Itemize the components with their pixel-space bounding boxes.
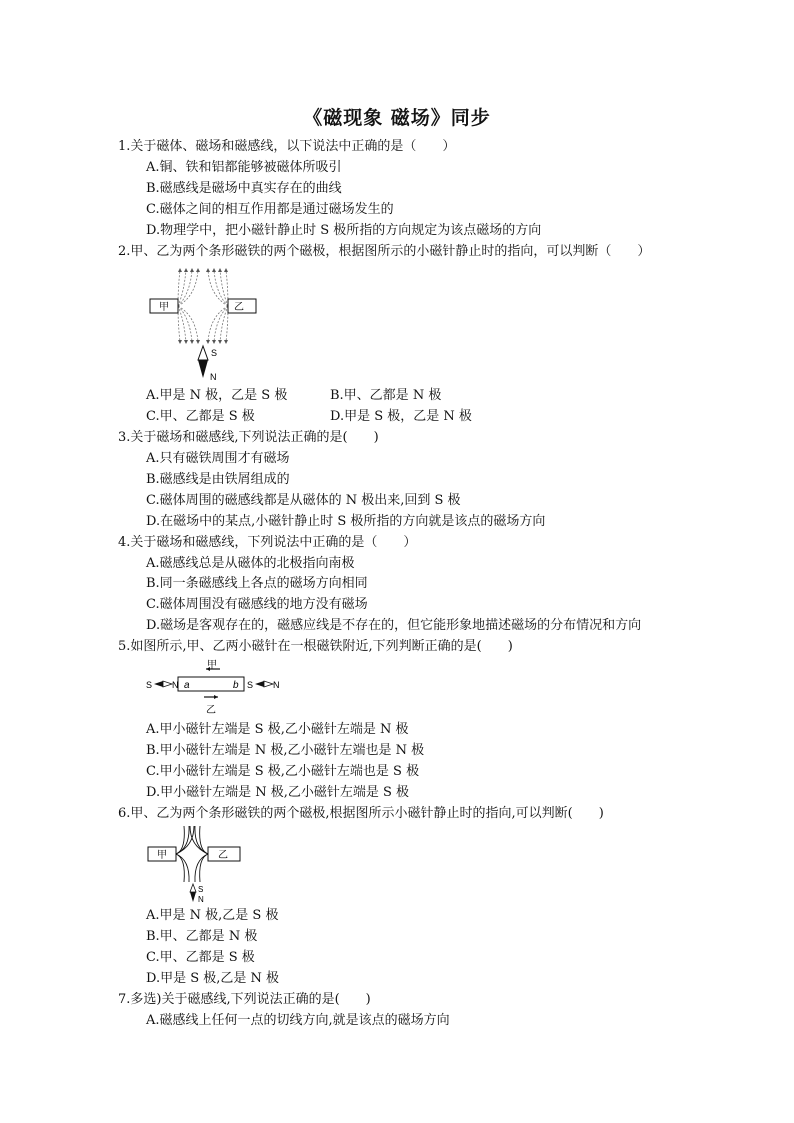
question-6-stem: 6.甲、乙为两个条形磁铁的两个磁极,根据图所示小磁针静止时的指向,可以判断( )	[118, 806, 604, 821]
compass-bottom-pole: N	[210, 372, 217, 382]
page-title: 《磁现象 磁场》同步	[303, 107, 491, 129]
question-3-option-c: C.磁体周围的磁感线都是从磁体的 N 极出来,回到 S 极	[146, 493, 461, 508]
question-4-stem: 4.关于磁场和磁感线，下列说法中正确的是（ ）	[118, 535, 417, 550]
question-3-option-d: D.在磁场中的某点,小磁针静止时 S 极所指的方向就是该点的磁场方向	[146, 514, 546, 529]
compass-top-pole: S	[211, 348, 218, 358]
question-4-option-d: D.磁场是客观存在的，磁感应线是不存在的，但它能形象地描述磁场的分布情况和方向	[146, 618, 642, 633]
question-3-option-a: A.只有磁铁周围才有磁场	[146, 451, 290, 466]
right-compass-n: N	[273, 680, 280, 690]
question-6-option-b: B.甲、乙都是 N 极	[146, 929, 258, 944]
question-5-stem: 5.如图所示,甲、乙两小磁针在一根磁铁附近,下列判断正确的是( )	[118, 639, 513, 654]
left-compass-n: N	[172, 680, 179, 690]
compass-yi-label: 乙	[206, 705, 216, 716]
right-magnet-label: 乙	[234, 302, 244, 313]
question-7-stem: 7.多选)关于磁感线,下列说法正确的是( )	[118, 992, 371, 1007]
question-3-option-b: B.磁感线是由铁屑组成的	[146, 472, 290, 487]
compass-jia-label: 甲	[207, 660, 217, 671]
question-6-option-a: A.甲是 N 极,乙是 S 极	[146, 908, 279, 923]
left-magnet-label: 甲	[159, 302, 169, 313]
question-2-option-b: B.甲、乙都是 N 极	[330, 388, 442, 403]
magnet-end-b: b	[233, 680, 239, 691]
question-5-figure	[146, 659, 286, 717]
magnet-end-a: a	[184, 680, 190, 691]
right-compass-s: S	[247, 680, 254, 690]
question-1-option-a: A.铜、铁和铝都能够被磁体所吸引	[146, 160, 342, 175]
question-1-option-b: B.磁感线是磁场中真实存在的曲线	[146, 181, 342, 196]
question-4-option-b: B.同一条磁感线上各点的磁场方向相同	[146, 576, 368, 591]
question-7-option-a: A.磁感线上任何一点的切线方向,就是该点的磁场方向	[146, 1013, 450, 1028]
right-magnet-label: 乙	[218, 850, 228, 861]
question-5-option-c: C.甲小磁针左端是 S 极,乙小磁针左端也是 S 极	[146, 764, 420, 779]
question-6-option-c: C.甲、乙都是 S 极	[146, 950, 255, 965]
question-4-option-c: C.磁体周围没有磁感线的地方没有磁场	[146, 597, 368, 612]
question-2-option-a: A.甲是 N 极，乙是 S 极	[146, 388, 288, 403]
left-compass-s: S	[146, 680, 153, 690]
question-5-option-a: A.甲小磁针左端是 S 极,乙小磁针左端是 N 极	[146, 722, 409, 737]
question-5-option-d: D.甲小磁针左端是 N 极,乙小磁针左端是 S 极	[146, 785, 410, 800]
question-3-stem: 3.关于磁场和磁感线,下列说法正确的是( )	[118, 430, 379, 445]
question-2-figure	[148, 266, 260, 382]
question-1-option-c: C.磁体之间的相互作用都是通过磁场发生的	[146, 202, 394, 217]
question-2-option-d: D.甲是 S 极，乙是 N 极	[330, 409, 472, 424]
question-1-stem: 1.关于磁体、磁场和磁感线，以下说法中正确的是（ ）	[118, 139, 456, 154]
compass-top-pole: S	[198, 885, 204, 894]
question-1-option-d: D.物理学中，把小磁针静止时 S 极所指的方向规定为该点磁场的方向	[146, 223, 542, 238]
question-2-stem: 2.甲、乙为两个条形磁铁的两个磁极，根据图所示的小磁针静止时的指向，可以判断（ ）	[118, 244, 651, 259]
left-magnet-label: 甲	[157, 850, 167, 861]
question-5-option-b: B.甲小磁针左端是 N 极,乙小磁针左端也是 N 极	[146, 743, 425, 758]
question-6-option-d: D.甲是 S 极,乙是 N 极	[146, 971, 280, 986]
question-6-figure	[146, 826, 246, 904]
compass-bottom-pole: N	[198, 895, 204, 904]
question-4-option-a: A.磁感线总是从磁体的北极指向南极	[146, 556, 355, 571]
question-2-option-c: C.甲、乙都是 S 极	[146, 409, 255, 424]
